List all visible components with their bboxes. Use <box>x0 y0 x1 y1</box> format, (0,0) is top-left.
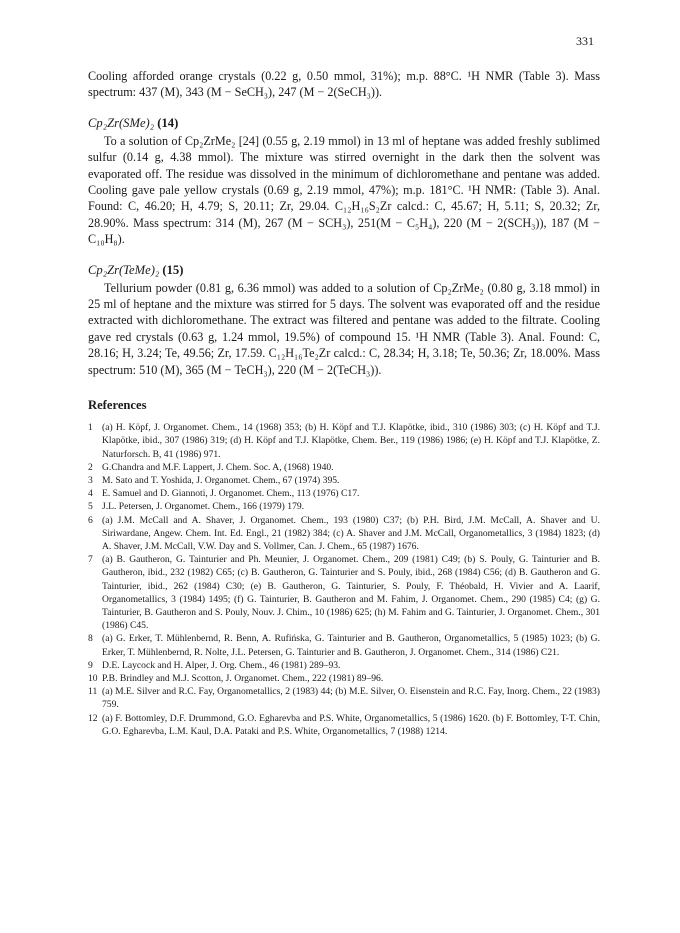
reference-text: P.B. Brindley and M.J. Scotton, J. Organomet. Chem., 222 (1981) 89–96. <box>102 672 384 684</box>
reference-number: 7 <box>88 554 93 566</box>
reference-text: J.L. Petersen, J. Organomet. Chem., 166 (1979) 179. <box>102 501 305 513</box>
reference-text: E. Samuel and D. Giannoti, J. Organomet. Chem., 113 (1976) C17. <box>102 488 360 500</box>
section-paragraph: Tellurium powder (0.81 g, 6.36 mmol) was added to a solution of Cp₂ZrMe₂ (0.80 g, 3.18 mmol) in 25 ml of heptane and the mixture was stirred for 5 days. The solvent was evaporated off and the residue extracted with dichloromethane. The extract was filtered and pentane was added to the filtrate. Cooling gave red crystals (0.63 g, 1.24 mmol, 19.5%) of compound 15. ¹H NMR (Table 3). Anal. Found: C, 28.16; H, 3.24; Te, 49.56; Zr, 17.59. C₁₂H₁₆Te₂Zr calcd.: C, 28.34; H, 3.18; Te, 50.36; Zr, 18.00%. Mass spectrum: 510 (M), 365 (M − TeCH₃), 220 (M − 2(TeCH₃)). <box>88 280 600 377</box>
section-compound-15 <box>88 262 600 378</box>
reference-item <box>88 632 600 658</box>
compound-number: (15) <box>162 262 184 277</box>
reference-text: (a) H. Köpf, J. Organomet. Chem., 14 (1968) 353; (b) H. Köpf and T.J. Klapötke, ibid., 310 (1986) 303; (c) H. Köpf and T.J. Klapötke, ibid., 307 (1986) 319; (d) H. Köpf and T.J. Klapötke, Chem. Ber., 119 (1986) 1986; (e) H. Köpf and T.J. Klapötke, Z. Naturforsch. B, 41 (1986) 971. <box>102 422 600 460</box>
reference-number: 4 <box>88 488 93 500</box>
intro-paragraph: Cooling afforded orange crystals (0.22 g, 0.50 mmol, 31%); m.p. 88°C. ¹H NMR (Table 3). Mass spectrum: 437 (M), 343 (M − SeCH₃), 247 (M − 2(SeCH₃)). <box>88 69 600 100</box>
reference-number: 8 <box>88 633 93 645</box>
reference-text: (a) M.E. Silver and R.C. Fay, Organometallics, 2 (1983) 44; (b) M.E. Silver, O. Eisenstein and R.C. Fay, Inorg. Chem., 22 (1983) 759. <box>102 686 600 711</box>
references-list <box>88 421 600 738</box>
reference-number: 9 <box>88 659 93 671</box>
reference-item <box>88 712 600 738</box>
reference-text: (a) J.M. McCall and A. Shaver, J. Organomet. Chem., 193 (1980) C37; (b) P.H. Bird, J.M. McCall, A. Shaver and U. Siriwardane, Angew. Chem. Int. Ed. Engl., 21 (1982) 384; (c) A. Shaver and J.M. McCall, Organometallics, 3 (1984) 1823; (d) A. Shaver, J.M. McCall, V.W. Day and S. Vollmer, Can. J. Chem., 65 (1987) 1676. <box>102 514 600 552</box>
reference-item <box>88 659 600 672</box>
reference-item <box>88 553 600 632</box>
page-number: 331 <box>576 34 594 48</box>
reference-item <box>88 672 600 685</box>
section-heading <box>88 262 600 278</box>
reference-item <box>88 474 600 487</box>
reference-number: 10 <box>88 672 98 684</box>
reference-item <box>88 461 600 474</box>
reference-number: 1 <box>88 422 93 434</box>
section-paragraph: To a solution of Cp₂ZrMe₂ [24] (0.55 g, 2.19 mmol) in 13 ml of heptane was added freshly sublimed sulfur (0.14 g, 4.38 mmol). The mixture was stirred overnight in the dark then the solvent was evaporated off. The residue was dissolved in the minimum of dichloromethane and pentane was added. Cooling gave pale yellow crystals (0.69 g, 2.19 mmol, 47%); m.p. 181°C. ¹H NMR: (Table 3). Anal. Found: C, 46.20; H, 4.79; S, 20.11; Zr, 29.04. C₁₂H₁₆S₂Zr calcd.: C, 45.67; H, 5.11; S, 20.32; Zr, 28.90%. Mass spectrum: 314 (M), 267 (M − SCH₃), 251(M − C₅H₄), 220 (M − 2(SCH₃)), 187 (M − C₁₀H₈). <box>88 133 600 247</box>
reference-number: 2 <box>88 461 93 473</box>
reference-item <box>88 421 600 461</box>
compound-number: (14) <box>157 115 179 130</box>
reference-number: 12 <box>88 712 98 724</box>
references-title: References <box>88 398 147 413</box>
reference-text: G.Chandra and M.F. Lappert, J. Chem. Soc. A, (1968) 1940. <box>102 461 334 473</box>
reference-number: 5 <box>88 501 93 513</box>
reference-item <box>88 685 600 711</box>
reference-text: D.E. Laycock and H. Alper, J. Org. Chem., 46 (1981) 289–93. <box>102 659 341 671</box>
page-body <box>88 68 600 738</box>
compound-formula: Cp₂Zr(TeMe)₂ <box>88 262 160 277</box>
reference-number: 6 <box>88 514 93 526</box>
compound-formula: Cp₂Zr(SMe)₂ <box>88 115 155 130</box>
reference-item <box>88 487 600 500</box>
reference-text: (a) G. Erker, T. Mühlenbernd, R. Benn, A. Rufińska, G. Tainturier and B. Gautheron, Organometallics, 5 (1985) 1023; (b) G. Erker, T. Mühlenbernd, R. Nolte, J.L. Petersen, G. Tainturier and B. Gautheron, J. Organomet. Chem., 314 (1986) C21. <box>102 633 600 658</box>
section-heading <box>88 115 600 131</box>
reference-text: (a) F. Bottomley, D.F. Drummond, G.O. Egharevba and P.S. White, Organometallics, 5 (1986) 1620. (b) F. Bottomley, T-T. Chin, G.O. Egharevba, L.M. Kaul, D.A. Pataki and P.S. White, Organometallics, 7 (1988) 1214. <box>102 712 600 737</box>
reference-number: 11 <box>88 686 98 698</box>
reference-number: 3 <box>88 474 93 486</box>
reference-item <box>88 500 600 513</box>
reference-text: (a) B. Gautheron, G. Tainturier and Ph. Meunier, J. Organomet. Chem., 209 (1981) C49; (b) S. Pouly, G. Tainturier and B. Gautheron, ibid., 232 (1982) C65; (c) B. Gautheron, G. Tainturier and S. Pouly, ibid., 268 (1984) C56; (d) B. Gautheron and G. Tainturier, ibid., 262 (1984) C30; (e) B. Gautheron, G. Tainturier, S. Pouly, F. Théobald, H. Vivier and A. Laarif, Organometallics, 3 (1984) 1495; (f) G. Tainturier, B. Gautheron and M. Fahim, J. Organomet. Chem., 290 (1985) C4; (g) G. Tainturier, B. Gautheron and S. Pouly, Nouv. J. Chim., 10 (1986) 625; (h) M. Fahim and G. Tainturier, J. Organomet. Chem., 301 (1986) C45. <box>102 554 600 632</box>
reference-text: M. Sato and T. Yoshida, J. Organomet. Chem., 67 (1974) 395. <box>102 474 340 486</box>
reference-item <box>88 514 600 554</box>
section-compound-14 <box>88 115 600 248</box>
